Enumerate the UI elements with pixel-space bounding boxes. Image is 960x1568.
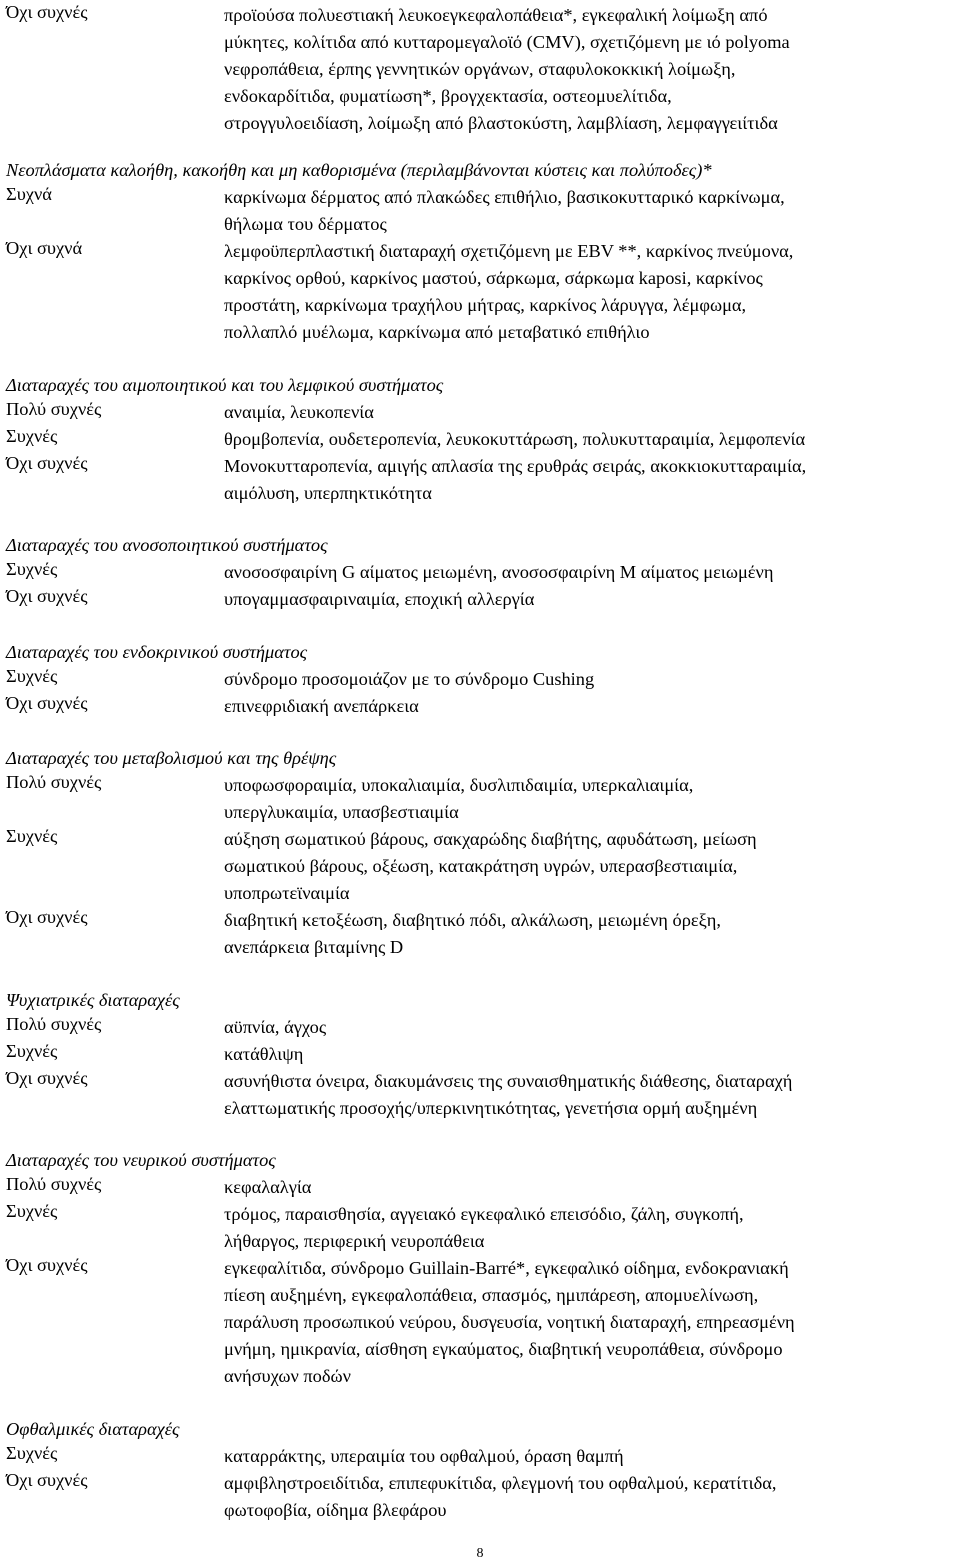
reaction-text-line: υποπρωτεϊναιμία xyxy=(224,883,350,903)
page-number: 8 xyxy=(476,1546,484,1561)
reaction-text-line: αναιμία, λευκοπενία xyxy=(224,401,374,422)
reaction-list xyxy=(224,666,958,693)
reaction-text-line: αϋπνία, άγχος xyxy=(224,1016,327,1037)
reaction-text-line: καταρράκτης, υπεραιμία του οφθαλμού, όραση θαμπή xyxy=(224,1445,624,1466)
reaction-text-line: καρκίνωμα δέρματος από πλακώδες επιθήλιο, βασικοκυτταρικό καρκίνωμα, xyxy=(224,187,785,207)
frequency-row xyxy=(6,826,958,907)
frequency-label: Πολύ συχνές xyxy=(6,1174,102,1194)
reaction-list xyxy=(224,1068,958,1122)
reaction-text-line: λεμφοϋπερπλαστική διαταραχή σχετιζόμενη με EBV **, καρκίνος πνεύμονα, xyxy=(224,241,794,261)
frequency-label: Όχι συχνές xyxy=(6,907,88,927)
reaction-text-line: θρομβοπενία, ουδετεροπενία, λευκοκυττάρωση, πολυκυτταραιμία, λεμφοπενία xyxy=(224,428,806,449)
reaction-text-line: κεφαλαλγία xyxy=(224,1177,312,1197)
reaction-text-line: πίεση αυξημένη, εγκεφαλοπάθεια, σπασμός, ημιπάρεση, απομυελίνωση, xyxy=(224,1285,759,1305)
frequency-row xyxy=(6,586,958,613)
frequency-row xyxy=(6,772,958,826)
frequency-label: Συχνές xyxy=(6,425,58,446)
adverse-reaction-section xyxy=(6,987,958,1122)
reaction-list xyxy=(224,1443,958,1470)
reaction-list xyxy=(224,586,958,613)
reaction-list xyxy=(224,826,958,907)
reaction-list xyxy=(224,238,958,346)
frequency-label: Συχνές xyxy=(6,1040,58,1061)
reaction-text-line: διαβητική κετοξέωση, διαβητικό πόδι, αλκάλωση, μειωμένη όρεξη, xyxy=(224,910,722,930)
reaction-text-line: ανήσυχων ποδών xyxy=(224,1366,351,1386)
reaction-text-line: λήθαργος, περιφερική νευροπάθεια xyxy=(224,1231,485,1251)
reaction-text-line: σύνδρομο προσομοιάζον με το σύνδρομο Cushing xyxy=(224,668,595,689)
frequency-row xyxy=(6,1470,958,1524)
frequency-row xyxy=(6,1443,958,1470)
reaction-text-line: ανοσοσφαιρίνη G αίματος μειωμένη, ανοσοσφαιρίνη M αίματος μειωμένη xyxy=(224,562,774,582)
reaction-text-line: θήλωμα του δέρματος xyxy=(224,214,387,234)
frequency-row xyxy=(6,666,958,693)
frequency-label: Όχι συχνά xyxy=(6,238,83,258)
reaction-text-line: μύκητες, κολίτιδα από κυτταρομεγαλοϊό (CMV), σχετιζόμενη με ιό polyoma xyxy=(224,32,790,52)
frequency-label: Όχι συχνές xyxy=(6,1255,88,1275)
adverse-reaction-section xyxy=(6,745,958,961)
frequency-label: Συχνές xyxy=(6,665,58,686)
reaction-text-line: σωματικού βάρους, οξέωση, κατακράτηση υγρών, υπερασβεστιαιμία, xyxy=(224,856,738,876)
frequency-row xyxy=(6,1255,958,1390)
reaction-list xyxy=(224,907,958,961)
frequency-row xyxy=(6,453,958,507)
reaction-text-line: αύξηση σωματικού βάρους, σακχαρώδης διαβήτης, αφυδάτωση, μείωση xyxy=(224,829,757,849)
reaction-text-line: εγκεφαλίτιδα, σύνδρομο Guillain-Barré*, εγκεφαλικό οίδημα, ενδοκρανιακή xyxy=(224,1258,789,1278)
frequency-row xyxy=(6,1041,958,1068)
section-title: Νεοπλάσματα καλοήθη, κακοήθη και μη καθορισμένα (περιλαμβάνονται κύστεις και πολύποδες)* xyxy=(6,160,712,180)
reaction-list xyxy=(224,184,958,238)
frequency-row xyxy=(6,2,958,137)
reaction-text-line: στρογγυλοειδίαση, λοίμωξη από βλαστοκύστη, λαμβλίαση, λεμφαγγειίτιδα xyxy=(224,113,778,133)
reaction-text-line: υπογαμμασφαιριναιμία, εποχική αλλεργία xyxy=(224,589,535,609)
reaction-list xyxy=(224,1470,958,1524)
frequency-row xyxy=(6,1201,958,1255)
reaction-text-line: μνήμη, ημικρανία, αίσθηση εγκαύματος, διαβητική νευροπάθεια, σύνδρομο xyxy=(224,1339,783,1359)
adverse-reaction-section xyxy=(6,639,958,720)
reaction-list xyxy=(224,1014,958,1041)
frequency-row xyxy=(6,1174,958,1201)
reaction-text-line: ανεπάρκεια βιταμίνης D xyxy=(224,937,404,957)
frequency-row xyxy=(6,1068,958,1122)
reaction-text-line: καρκίνος ορθού, καρκίνος μαστού, σάρκωμα, σάρκωμα kaposi, καρκίνος xyxy=(224,268,763,288)
frequency-row xyxy=(6,238,958,346)
reaction-text-line: αιμόλυση, υπερπηκτικότητα xyxy=(224,482,432,503)
reaction-list xyxy=(224,1041,958,1068)
reaction-text-line: κατάθλιψη xyxy=(224,1043,304,1064)
frequency-row xyxy=(6,907,958,961)
adverse-reaction-section xyxy=(6,2,958,137)
document-body xyxy=(6,2,958,1549)
adverse-reaction-section xyxy=(6,1416,958,1524)
reaction-text-line: υπεργλυκαιμία, υπασβεστιαιμία xyxy=(224,802,459,822)
reaction-text-line: Μονοκυτταροπενία, αμιγής απλασία της ερυθράς σειράς, ακοκκιοκυτταραιμία, xyxy=(224,455,807,476)
reaction-text-line: ασυνήθιστα όνειρα, διακυμάνσεις της συναισθηματικής διάθεσης, διαταραχή xyxy=(224,1070,793,1091)
adverse-reaction-section xyxy=(6,157,958,346)
frequency-label: Όχι συχνές xyxy=(6,692,88,713)
reaction-list xyxy=(224,426,958,453)
section-title: Ψυχιατρικές διαταραχές xyxy=(6,989,180,1010)
frequency-label: Συχνά xyxy=(6,184,52,204)
frequency-label: Συχνές xyxy=(6,826,58,846)
frequency-row xyxy=(6,426,958,453)
section-title: Διαταραχές του ανοσοποιητικού συστήματος xyxy=(6,535,328,555)
reaction-text-line: νεφροπάθεια, έρπης γεννητικών οργάνων, σταφυλοκοκκική λοίμωξη, xyxy=(224,59,736,79)
reaction-list xyxy=(224,399,958,426)
reaction-text-line: ελαττωματικής προσοχής/υπερκινητικότητας, γενετήσια ορμή αυξημένη xyxy=(224,1097,758,1118)
frequency-label: Πολύ συχνές xyxy=(6,1013,102,1034)
frequency-label: Όχι συχνές xyxy=(6,452,88,473)
section-title: Διαταραχές του αιμοποιητικού και του λεμφικού συστήματος xyxy=(6,374,444,395)
reaction-list xyxy=(224,772,958,826)
frequency-row xyxy=(6,693,958,720)
frequency-row xyxy=(6,1014,958,1041)
frequency-row xyxy=(6,399,958,426)
frequency-label: Πολύ συχνές xyxy=(6,398,102,419)
adverse-reaction-section xyxy=(6,1147,958,1390)
reaction-text-line: παράλυση προσωπικού νεύρου, δυσγευσία, νοητική διαταραχή, επηρεασμένη xyxy=(224,1312,795,1332)
frequency-label: Πολύ συχνές xyxy=(6,772,102,792)
reaction-list xyxy=(224,453,958,507)
reaction-text-line: φωτοφοβία, οίδημα βλεφάρου xyxy=(224,1499,447,1520)
reaction-text-line: υποφωσφοραιμία, υποκαλιαιμία, δυσλιπιδαιμία, υπερκαλιαιμία, xyxy=(224,775,694,795)
reaction-list xyxy=(224,1201,958,1255)
reaction-list xyxy=(224,559,958,586)
frequency-label: Όχι συχνές xyxy=(6,2,88,22)
section-title: Οφθαλμικές διαταραχές xyxy=(6,1418,180,1439)
frequency-row xyxy=(6,184,958,238)
section-title: Διαταραχές του ενδοκρινικού συστήματος xyxy=(6,641,308,662)
reaction-text-line: προστάτη, καρκίνωμα τραχήλου μήτρας, καρκίνος λάρυγγα, λέμφωμα, xyxy=(224,295,747,315)
adverse-reaction-section xyxy=(6,372,958,507)
frequency-label: Όχι συχνές xyxy=(6,1067,88,1088)
frequency-label: Όχι συχνές xyxy=(6,1469,88,1490)
reaction-list xyxy=(224,1255,958,1390)
section-title: Διαταραχές του μεταβολισμού και της θρέψης xyxy=(6,748,337,768)
reaction-list xyxy=(224,693,958,720)
frequency-label: Συχνές xyxy=(6,1201,58,1221)
reaction-text-line: ενδοκαρδίτιδα, φυματίωση*, βρογχεκτασία, οστεομυελίτιδα, xyxy=(224,86,672,106)
reaction-text-line: αμφιβληστροειδίτιδα, επιπεφυκίτιδα, φλεγμονή του οφθαλμού, κερατίτιδα, xyxy=(224,1472,777,1493)
frequency-row xyxy=(6,559,958,586)
reaction-text-line: τρόμος, παραισθησία, αγγειακό εγκεφαλικό επεισόδιο, ζάλη, συγκοπή, xyxy=(224,1204,744,1224)
reaction-text-line: επινεφριδιακή ανεπάρκεια xyxy=(224,695,419,716)
frequency-label: Όχι συχνές xyxy=(6,586,88,606)
section-title: Διαταραχές του νευρικού συστήματος xyxy=(6,1150,276,1170)
reaction-text-line: πολλαπλό μυέλωμα, καρκίνωμα από μεταβατικό επιθήλιο xyxy=(224,322,650,342)
reaction-list xyxy=(224,1174,958,1201)
reaction-text-line: προϊούσα πολυεστιακή λευκοεγκεφαλοπάθεια*, εγκεφαλική λοίμωξη από xyxy=(224,5,768,25)
adverse-reaction-section xyxy=(6,532,958,613)
frequency-label: Συχνές xyxy=(6,1442,58,1463)
frequency-label: Συχνές xyxy=(6,559,58,579)
reaction-list xyxy=(224,2,958,137)
